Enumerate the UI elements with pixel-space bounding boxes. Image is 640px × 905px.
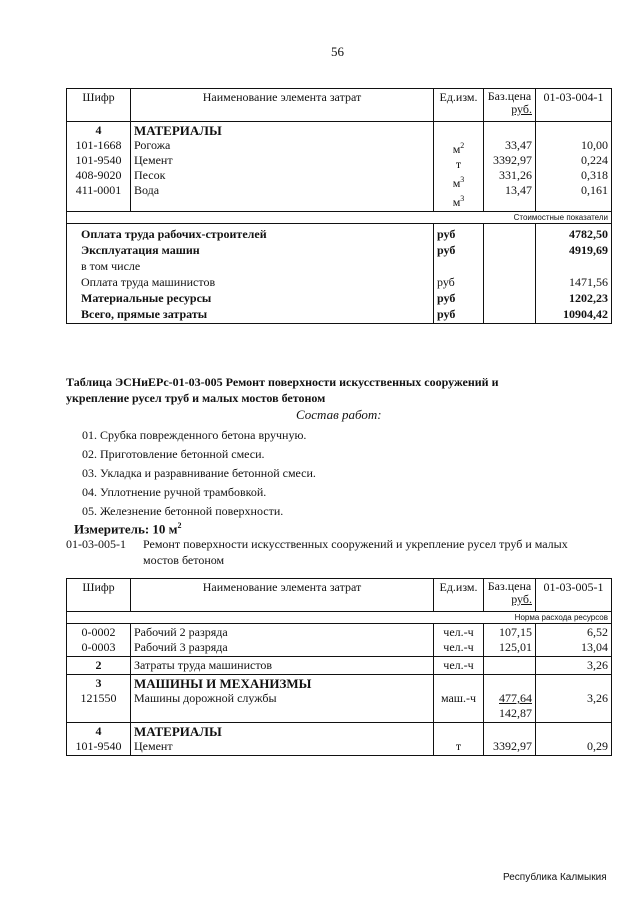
cost-value: 1471,56 [569,275,608,289]
work-item: 04. Уплотнение ручной трамбовкой. [82,485,267,499]
cost-units [434,224,484,324]
cost-values [536,224,612,324]
machines-units [434,675,484,723]
row-price: 13,47 [505,183,532,197]
materials-prices [484,723,536,756]
cost-unit: руб [437,291,456,305]
materials-units [434,723,484,756]
header-price [484,579,536,612]
section-number: 4 [95,724,102,738]
cost-name: Оплата труда машинистов [81,275,216,289]
section-number-text: 4 [95,123,102,137]
row-code: 411-0001 [75,183,122,197]
materials-codes [67,723,131,756]
row-name: Цемент [134,739,173,753]
materials-values [536,122,612,212]
norm-consumption-header: Норма расхода ресурсов [67,612,612,624]
measure-label: Измеритель: 10 м [74,521,178,537]
table-title-line2: укрепление русел труб и малых мостов бетоном [66,391,326,405]
row-price: 477,64 [499,691,532,705]
cost-value: 4919,69 [569,243,608,257]
row-unit: т [455,157,462,171]
workers-values [536,624,612,657]
materials-names [131,122,434,212]
header-code: Шифр [67,89,131,122]
measure-sup: 2 [177,521,182,530]
materials-units [434,122,484,212]
header-code: Шифр [67,579,131,612]
norm-description-line2: мостов бетоном [143,553,225,567]
row-unit: м [452,176,461,190]
row-code: 101-9540 [75,153,122,167]
header-price [484,89,536,122]
row-unit: т [455,739,462,753]
row-unit-sup: 2 [460,141,465,150]
header-unit: Ед.изм. [434,579,484,612]
section-title: МАТЕРИАЛЫ [134,724,222,739]
workers-prices [484,624,536,657]
row-unit-sup: 3 [460,194,465,203]
row-name: Песок [134,168,166,182]
row-value: 0,318 [581,168,608,182]
row-name: Вода [134,183,160,197]
machines-names [131,675,434,723]
header-price-line1: Баз.цена [487,579,532,593]
cost-unit: руб [437,243,456,257]
workers-codes [67,624,131,657]
cost-unit: руб [437,227,456,241]
cost-name: Всего, прямые затраты [81,307,208,321]
machines-values [536,675,612,723]
machinists-unit: чел.-ч [434,657,484,675]
materials-prices [484,122,536,212]
machinists-price [484,657,536,675]
row-price: 3392,97 [493,739,532,753]
footer-region: Республика Калмыкия [503,872,607,883]
row-value: 0,161 [581,183,608,197]
row-code: 0-0003 [81,640,116,654]
workers-names [131,624,434,657]
row-price: 125,01 [499,640,532,654]
row-value: 3,26 [587,691,608,705]
machinists-value: 3,26 [536,657,612,675]
row-price: 107,15 [499,625,532,639]
row-name: Цемент [134,153,173,167]
section-number [67,122,131,212]
cost-names [67,224,434,324]
header-name: Наименование элемента затрат [131,89,434,122]
row-code: 101-1668 [75,138,122,152]
row-unit-sup: 3 [460,175,465,184]
norm-code: 01-03-005-1 [66,537,126,551]
cost-empty [484,224,536,324]
machinists-code: 2 [67,657,131,675]
norm-description-line1: Ремонт поверхности искусственных сооружений и укрепление русел труб и малых [143,537,568,551]
header-price-line2: руб. [511,102,532,116]
row-code: 121550 [80,691,117,705]
row-code: 101-9540 [75,739,122,753]
row-value: 6,52 [587,625,608,639]
section-number: 3 [95,676,102,690]
materials-values [536,723,612,756]
cost-value: 1202,23 [569,291,608,305]
work-heading: Состав работ: [296,407,382,422]
row-unit: м [452,195,461,209]
measure-unit [74,521,182,537]
work-item: 05. Железнение бетонной поверхности. [82,504,284,518]
header-price-line2: руб. [511,592,532,606]
cost-unit: руб [437,275,455,289]
header-unit: Ед.изм. [434,89,484,122]
row-price: 3392,97 [493,153,532,167]
row-code: 0-0002 [81,625,116,639]
row-price-secondary: 142,87 [499,706,532,720]
row-price: 33,47 [505,138,532,152]
work-item: 02. Приготовление бетонной смеси. [82,447,265,461]
row-name: Рабочий 3 разряда [134,640,228,654]
row-name: Рабочий 2 разряда [134,625,228,639]
row-unit: чел.-ч [443,625,474,639]
machines-codes [67,675,131,723]
cost-name: Материальные ресурсы [81,291,212,305]
section-title: МАТЕРИАЛЫ [134,123,222,138]
machines-prices [484,675,536,723]
cost-indicators-header: Стоимостные показатели [67,212,612,224]
row-unit: чел.-ч [443,640,474,654]
header-norm: 01-03-005-1 [536,579,612,612]
header-norm: 01-03-004-1 [536,89,612,122]
row-price: 331,26 [499,168,532,182]
row-name: Рогожа [134,138,171,152]
row-unit: маш.-ч [440,691,477,705]
header-price-line1: Баз.цена [487,89,532,103]
section-title: МАШИНЫ И МЕХАНИЗМЫ [134,676,312,691]
cost-unit: руб [437,307,456,321]
row-unit: м [452,142,461,156]
cost-name: Эксплуатация машин [81,243,200,257]
row-value: 13,04 [581,640,608,654]
header-name: Наименование элемента затрат [131,579,434,612]
row-name: Машины дорожной службы [134,691,277,705]
resource-table-2 [66,578,612,756]
row-value: 10,00 [581,138,608,152]
work-item: 01. Срубка поврежденного бетона вручную. [82,428,307,442]
machinists-name: Затраты труда машинистов [131,657,434,675]
cost-value: 4782,50 [569,227,608,241]
cost-name: в том числе [81,259,141,273]
cost-name: Оплата труда рабочих-строителей [81,227,267,241]
page-number: 56 [331,44,344,59]
row-code: 408-9020 [75,168,122,182]
resource-table-1 [66,88,612,324]
materials-names [131,723,434,756]
row-value: 0,29 [587,739,608,753]
row-value: 0,224 [581,153,608,167]
work-item: 03. Укладка и разравнивание бетонной смеси. [82,466,316,480]
table-title-line1: Таблица ЭСНиЕРс-01-03-005 Ремонт поверхности искусственных сооружений и [66,375,499,389]
workers-units [434,624,484,657]
cost-value: 10904,42 [563,307,608,321]
